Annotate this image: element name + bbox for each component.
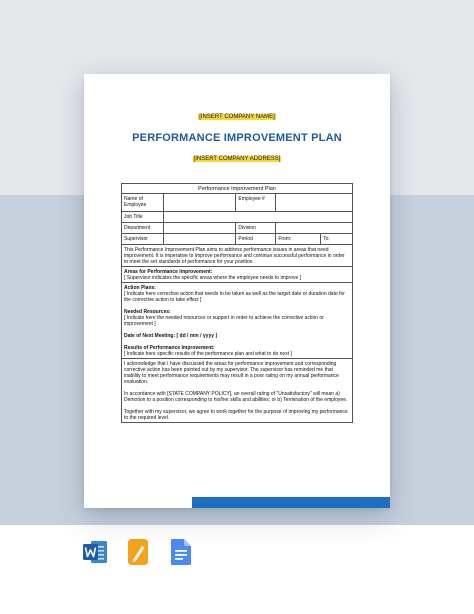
- supervisor-label: Supervisor: [122, 234, 164, 245]
- table-row: [122, 212, 353, 223]
- table-title: Performance Improvement Plan: [122, 184, 353, 194]
- results-heading: Results of Performance Improvement:: [124, 344, 215, 351]
- format-icons: [82, 538, 202, 568]
- job-title-label: Job Title: [122, 212, 164, 223]
- ack-paragraph-3: Together with my supervisor, we agree to work together for the purpose of improving my performance to the required level.: [124, 408, 348, 421]
- department-label: Department: [122, 223, 164, 234]
- table-row: [122, 359, 353, 423]
- ack-paragraph-1: I acknowledge that I have discussed the areas for performance improvement and corresponding corrective action has been pointed out by my supervisor. The supervisor has reminded me that inability to meet performance requirements may result in a poor rating on my annual performance evaluation.: [124, 360, 339, 385]
- results-block: [124, 345, 350, 357]
- ack-paragraph-2: In accordance with [STATE COMPANY POLICY], an overall rating of "Unsatisfactory" will mean a) Demotion to a position corresponding to his/her skills and abilities; or b) Termination of the employee.: [124, 390, 348, 403]
- department-field[interactable]: [163, 223, 236, 234]
- resources-text: [ Indicate here the needed resources or support in order to achieve the corrective action or improvement ]: [124, 314, 324, 327]
- document-page: [84, 74, 390, 508]
- company-address-placeholder: [INSERT COMPANY ADDRESS]: [193, 156, 281, 162]
- job-title-field[interactable]: [163, 212, 352, 223]
- document-title: PERFORMANCE IMPROVEMENT PLAN: [132, 132, 342, 144]
- resources-heading: Needed Resources:: [124, 308, 171, 315]
- footer-bar: [84, 497, 390, 508]
- meeting-label: Date of Next Meeting: [ dd / mm / yyyy ]: [124, 332, 218, 339]
- table-row: [122, 234, 353, 245]
- name-field[interactable]: [163, 194, 236, 212]
- period-label: Period: [236, 234, 276, 245]
- division-field[interactable]: [276, 223, 353, 234]
- areas-heading: Areas for Performance Improvement:: [124, 268, 213, 275]
- pages-icon[interactable]: [127, 538, 149, 571]
- actions-heading: Action Plans:: [124, 284, 156, 291]
- areas-section[interactable]: [122, 267, 353, 283]
- footer-accent: [192, 497, 390, 508]
- division-label: Division: [236, 223, 276, 234]
- table-row: [122, 245, 353, 267]
- plan-details-section[interactable]: [122, 283, 353, 359]
- table-title-row: [122, 184, 353, 194]
- watermark: TEMPLATE.NET: [416, 601, 466, 607]
- company-name-placeholder: [INSERT COMPANY NAME]: [199, 114, 275, 120]
- period-to-field[interactable]: [321, 234, 353, 245]
- acknowledgement-section: [122, 359, 353, 423]
- resources-block: [124, 309, 350, 327]
- background-bottom: [0, 525, 474, 614]
- intro-text: This Performance Improvement Plan aims to address performance issues in areas that need improvement. It is imperative to improve performance and continue successful performance in order to meet the set standards of performance for your position.: [122, 245, 353, 267]
- period-from-field[interactable]: [276, 234, 321, 245]
- table-row: [122, 267, 353, 283]
- actions-text: [ Indicate here corrective action that needs to be taken as well as the target date or duration date for the corrective action to take effect ]: [124, 290, 345, 303]
- table-row: [122, 283, 353, 359]
- to-label: To:: [323, 235, 330, 242]
- employee-no-field[interactable]: [276, 194, 353, 212]
- actions-block: [124, 285, 350, 303]
- name-label: Name of Employee: [122, 194, 164, 212]
- plan-table: [121, 183, 353, 423]
- meeting-block: [124, 333, 350, 339]
- employee-no-label: Employee #: [236, 194, 276, 212]
- google-docs-icon[interactable]: [170, 538, 192, 571]
- table-row: [122, 223, 353, 234]
- supervisor-field[interactable]: [163, 234, 236, 245]
- word-icon[interactable]: [82, 538, 108, 571]
- from-label: From:: [278, 235, 292, 242]
- table-row: [122, 194, 353, 212]
- results-text: [ Indicate here specific results of the performance plan and what to do next ]: [124, 350, 292, 357]
- areas-text: [ Supervisor indicates the specific areas where the employee needs to improve ]: [124, 274, 302, 281]
